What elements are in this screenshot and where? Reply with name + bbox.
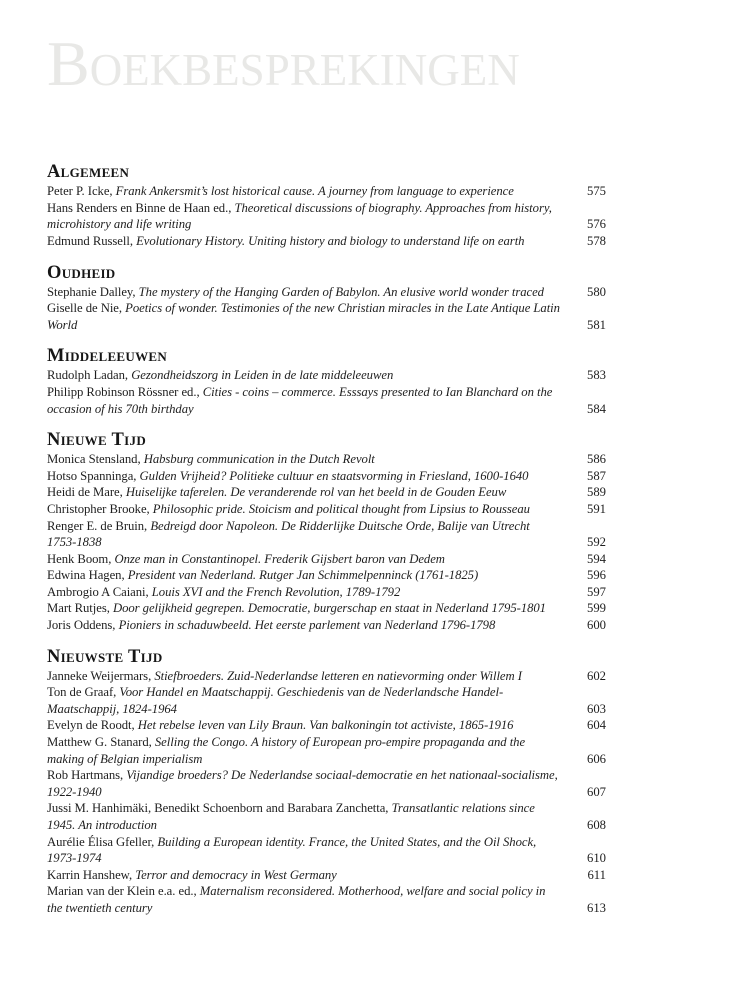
entry-author: Mart Rutjes, <box>47 601 110 616</box>
entry-title: Frank Ankersmit’s lost historical cause. A journey from language to experience <box>115 184 514 199</box>
entry-page-number: 600 <box>586 618 606 633</box>
entry-page-number: 607 <box>586 784 606 799</box>
entry-title: Voor Handel en Maatschappij. Geschiedenis van de Nederlandsche Handel-Maatschappij, 1824-1964 <box>47 685 504 716</box>
toc-entry <box>47 300 606 333</box>
entry-author: Ton de Graaf, <box>47 685 117 700</box>
entry-page-number: 584 <box>586 401 606 416</box>
entry-page-number: 606 <box>586 751 606 766</box>
entry-page-number: 578 <box>586 233 606 248</box>
entry-author: Edwina Hagen, <box>47 568 125 583</box>
entry-author: Jussi M. Hanhimäki, Benedikt Schoenborn and Barabara Zanchetta, <box>47 801 389 816</box>
entry-author: Matthew G. Stanard, <box>47 735 152 750</box>
entry-title: Poetics of wonder. Testimonies of the new Christian miracles in the Late Antique Latin World <box>47 301 560 332</box>
entry-title: Vijandige broeders? De Nederlandse sociaal-democratie en het nationaal-socialisme, 1922-1940 <box>47 768 558 799</box>
entry-author: Stephanie Dalley, <box>47 284 136 299</box>
section-heading: Middeleeuwen <box>47 346 168 367</box>
entry-author: Hans Renders en Binne de Haan ed., <box>47 200 232 215</box>
toc-entry <box>47 800 606 833</box>
entry-title: Het rebelse leven van Lily Braun. Van balkoningin tot activiste, 1865-1916 <box>137 718 514 733</box>
toc-entry <box>47 734 606 767</box>
entry-title: Louis XVI and the French Revolution, 1789-1792 <box>151 584 401 599</box>
toc-section <box>47 163 606 249</box>
entry-author: Joris Oddens, <box>47 618 116 633</box>
entry-text <box>47 717 572 734</box>
entry-text <box>47 883 572 916</box>
entry-title: Transatlantic relations since 1945. An introduction <box>47 801 535 832</box>
entry-page-number: 575 <box>586 184 606 199</box>
entry-page-number: 597 <box>586 584 606 599</box>
entry-title: Evolutionary History. Uniting history and biology to understand life on earth <box>136 233 525 248</box>
entry-text <box>47 284 572 301</box>
toc-entry <box>47 284 606 301</box>
entry-title: Philosophic pride. Stoicism and political thought from Lipsius to Rousseau <box>152 501 530 516</box>
entry-text <box>47 233 572 250</box>
entry-author: Christopher Brooke, <box>47 501 150 516</box>
entry-page-number: 611 <box>587 867 606 882</box>
entry-page-number: 592 <box>586 535 606 550</box>
entry-text <box>47 800 572 833</box>
entry-title: Terror and democracy in West Germany <box>135 867 337 882</box>
entry-author: Marian van der Klein e.a. ed., <box>47 884 197 899</box>
entry-title: Gezondheidszorg in Leiden in de late middeleeuwen <box>131 368 394 383</box>
toc-section <box>47 431 606 634</box>
entry-text <box>47 584 572 601</box>
table-of-contents <box>47 163 606 916</box>
entry-page-number: 603 <box>586 701 606 716</box>
entry-page-number: 613 <box>586 900 606 915</box>
entry-text <box>47 384 572 417</box>
entry-title: Building a European identity. France, the United States, and the Oil Shock, 1973-1974 <box>47 834 537 866</box>
entry-text <box>47 867 572 884</box>
entry-page-number: 583 <box>586 368 606 383</box>
entry-title: Cities - coins – commerce. Esssays presented to Ian Blanchard on the occasion of his 70th birthday <box>47 384 553 416</box>
toc-entry <box>47 501 606 518</box>
toc-entry <box>47 384 606 417</box>
entry-title: Maternalism reconsidered. Motherhood, welfare and social policy in the twentieth century <box>47 884 546 915</box>
entry-author: Aurélie Élisa Gfeller, <box>47 834 155 849</box>
toc-entry <box>47 567 606 584</box>
entry-author: Ambrogio A Caiani, <box>47 584 149 599</box>
entry-page-number: 599 <box>586 601 606 616</box>
entry-page-number: 580 <box>586 284 606 299</box>
toc-entry <box>47 233 606 250</box>
entry-author: Karrin Hanshew, <box>47 867 133 882</box>
entry-title: Onze man in Constantinopel. Frederik Gijsbert baron van Dedem <box>114 551 445 566</box>
entry-author: Edmund Russell, <box>47 233 133 248</box>
entry-text <box>47 518 572 551</box>
entry-title: Door gelijkheid gegrepen. Democratie, burgerschap en staat in Nederland 1795-1801 <box>112 601 546 616</box>
entry-author: Heidi de Mare, <box>47 485 123 500</box>
section-heading: Algemeen <box>47 162 130 183</box>
entry-title: Stiefbroeders. Zuid-Nederlandse letteren en natievorming onder Willem I <box>154 668 522 683</box>
entry-author: Janneke Weijermars, <box>47 668 152 683</box>
toc-entry <box>47 451 606 468</box>
entry-title: Theoretical discussions of biography. Approaches from history, microhistory and life writing <box>47 200 552 232</box>
entry-text <box>47 617 572 634</box>
entry-text <box>47 451 572 468</box>
section-heading: Oudheid <box>47 262 116 283</box>
entry-author: Hotso Spanninga, <box>47 468 137 483</box>
entry-page-number: 576 <box>586 217 606 232</box>
entry-page-number: 586 <box>586 452 606 467</box>
entry-text <box>47 200 572 233</box>
toc-section <box>47 347 606 417</box>
toc-entry <box>47 867 606 884</box>
entry-page-number: 581 <box>586 317 606 332</box>
entry-text <box>47 300 572 333</box>
entry-title: Huiselijke taferelen. De veranderende rol van het beeld in de Gouden Eeuw <box>125 485 507 500</box>
entry-page-number: 587 <box>586 468 606 483</box>
toc-entry <box>47 183 606 200</box>
entry-page-number: 589 <box>586 485 606 500</box>
entry-text <box>47 551 572 568</box>
entry-author: Philipp Robinson Rössner ed., <box>47 384 200 399</box>
entry-title: President van Nederland. Rutger Jan Schimmelpenninck (1761-1825) <box>127 568 479 583</box>
entry-text <box>47 668 572 685</box>
entry-title: Pioniers in schaduwbeeld. Het eerste parlement van Nederland 1796-1798 <box>118 618 496 633</box>
entry-title: The mystery of the Hanging Garden of Babylon. An elusive world wonder traced <box>138 284 544 299</box>
entry-text <box>47 767 572 800</box>
toc-entry <box>47 367 606 384</box>
section-heading: Nieuwe Tijd <box>47 430 147 451</box>
entry-title: Gulden Vrijheid? Politieke cultuur en staatsvorming in Friesland, 1600-1640 <box>139 468 529 483</box>
toc-section <box>47 264 606 334</box>
toc-entry <box>47 617 606 634</box>
entry-text <box>47 484 572 501</box>
toc-entry <box>47 518 606 551</box>
toc-entry <box>47 684 606 717</box>
entry-author: Evelyn de Roodt, <box>47 718 135 733</box>
entry-page-number: 608 <box>586 818 606 832</box>
toc-entry <box>47 767 606 800</box>
entry-page-number: 591 <box>586 501 606 516</box>
entry-author: Monica Stensland, <box>47 452 141 467</box>
entry-author: Rob Hartmans, <box>47 768 124 783</box>
entry-text <box>47 734 572 767</box>
entry-page-number: 594 <box>586 551 606 566</box>
entry-text <box>47 367 572 384</box>
entry-text <box>47 834 572 867</box>
entry-text <box>47 567 572 584</box>
toc-entry <box>47 600 606 617</box>
toc-entry <box>47 468 606 485</box>
entry-author: Henk Boom, <box>47 551 112 566</box>
toc-entry <box>47 551 606 568</box>
section-heading: Nieuwste Tijd <box>47 646 163 667</box>
toc-entry <box>47 717 606 734</box>
entry-page-number: 610 <box>586 851 606 866</box>
entry-page-number: 602 <box>586 668 606 683</box>
entry-text <box>47 684 572 717</box>
toc-entry <box>47 484 606 501</box>
entry-author: Renger E. de Bruin, <box>47 518 148 533</box>
entry-page-number: 596 <box>586 568 606 583</box>
toc-entry <box>47 668 606 685</box>
toc-entry <box>47 584 606 601</box>
entry-title: Bedreigd door Napoleon. De Ridderlijke Duitsche Orde, Balije van Utrecht 1753-1838 <box>47 518 530 550</box>
entry-author: Giselle de Nie, <box>47 301 122 316</box>
entry-text <box>47 600 572 617</box>
toc-section <box>47 648 606 917</box>
entry-author: Rudolph Ladan, <box>47 368 129 383</box>
entry-text <box>47 183 572 200</box>
entry-author: Peter P. Icke, <box>47 184 113 199</box>
entry-page-number: 604 <box>586 718 606 733</box>
toc-entry <box>47 200 606 233</box>
entry-text <box>47 501 572 518</box>
toc-entry <box>47 834 606 867</box>
entry-title: Selling the Congo. A history of European pro-empire propaganda and the making of Belgian imperialism <box>47 735 526 766</box>
entry-text <box>47 468 572 485</box>
entry-title: Habsburg communication in the Dutch Revolt <box>143 452 375 467</box>
toc-entry <box>47 883 606 916</box>
page-title: Boekbesprekingen <box>47 28 520 99</box>
